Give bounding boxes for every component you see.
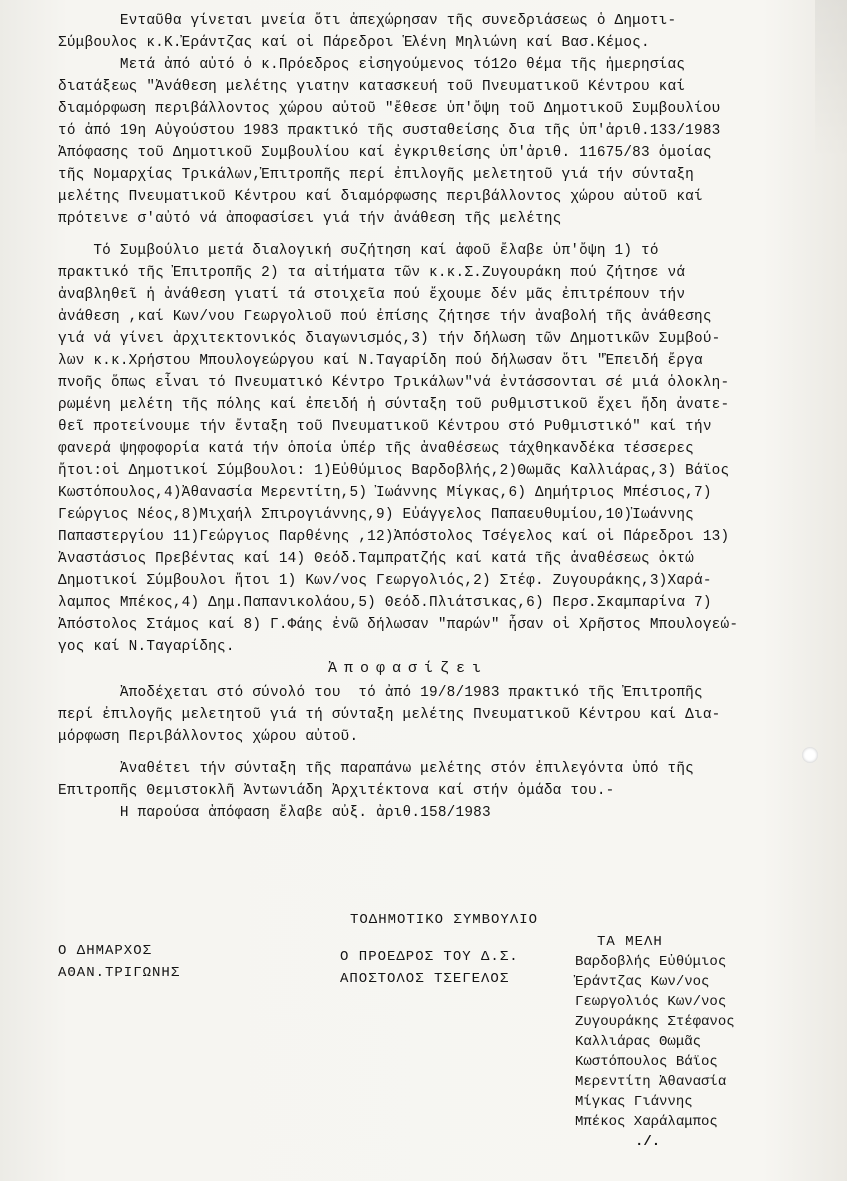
text-line: μόρφωση Περιβάλλοντος χώρου αὐτοῦ. (58, 728, 359, 745)
text-line: Η παρούσα ἀπόφαση ἔλαβε αὐξ. ἀριθ.158/1983 (58, 804, 491, 821)
text-line: μελέτης Πνευματικοῦ Κέντρου καί διαμόρφωσης περιβάλλοντος χώρου αὐτοῦ καί (58, 188, 703, 205)
text-line: ἤτοι:οἱ Δημοτικοί Σύμβουλοι: 1)Εὐθύμιος Βαρδοβλής,2)Θωμᾶς Καλλιάρας,3) Βάϊος (58, 462, 730, 479)
paragraph-intro (58, 10, 818, 230)
member-name: Γεωργολιός Κων/νος (575, 994, 727, 1010)
text-line: θεῖ προτείνουμε τήν ἔνταξη τοῦ Πνευματικοῦ Κέντρου στό Ρυθμιστικό" καί τήν (58, 418, 712, 435)
president-title: Ο ΠΡΟΕΔΡΟΣ ΤΟΥ Δ.Σ. (340, 949, 519, 965)
text-line: Ἀναστάσιος Πρεβέντας καί 14) Θεόδ.Ταμπρατζής καί κατά τῆς ἀναθέσεως ὀκτώ (58, 550, 695, 567)
text-line: λων κ.κ.Χρήστου Μπουλογεώργου καί Ν.Ταγαρίδη πού δήλωσαν ὅτι "Ἐπειδή ἔργα (58, 352, 703, 369)
end-mark: ./. (635, 1134, 661, 1150)
council-heading: ΤΟΔΗΜΟΤΙΚΟ ΣΥΜΒΟΥΛΙΟ (350, 912, 539, 928)
president-name: ΑΠΟΣΤΟΛΟΣ ΤΣΕΓΕΛΟΣ (340, 971, 510, 987)
text-line: γιά νά γίνει ἀρχιτεκτονικός διαγωνισμός,3) τήν δήλωση τῶν Δημοτικῶν Συμβού- (58, 330, 721, 347)
text-line: διατάξεως "Ἀνάθεση μελέτης γιατην κατασκευή τοῦ Πνευματικοῦ Κέντρου καί (58, 78, 686, 95)
text-line: πνοῆς ὅπως εἶναι τό Πνευματικό Κέντρο Τρικάλων"νά ἐντάσσονται σέ μιά ὁλοκλη- (58, 374, 730, 391)
member-name: Μίγκας Γιάννης (575, 1094, 693, 1110)
member-name: Ἐράντζας Κων/νος (575, 974, 710, 990)
text-line: Ἀναθέτει τήν σύνταξη τῆς παραπάνω μελέτης στόν ἐπιλεγόντα ὑπό τῆς (58, 760, 695, 777)
member-name: Καλλιάρας Θωμᾶς (575, 1034, 702, 1050)
text-line: διαμόρφωση περιβάλλοντος χώρου αὐτοῦ "ἔθεσε ὑπ'ὄψη τοῦ Δημοτικοῦ Συμβουλίου (58, 100, 721, 117)
member-name: Μερεντίτη Ἀθανασία (575, 1074, 727, 1090)
text-line: Κωστόπουλος,4)Ἀθανασία Μερεντίτη,5) Ἰωάννης Μίγκας,6) Δημήτριος Μπέσιος,7) (58, 484, 712, 501)
page-edge-shadow (815, 0, 847, 160)
document-body (58, 10, 818, 824)
members-signature-block (575, 932, 735, 1152)
text-line: Μετά ἀπό αὐτό ὁ κ.Πρόεδρος εἰσηγούμενος τό12ο θέμα τῆς ἡμερησίας (58, 56, 686, 73)
paragraph-discussion (58, 240, 818, 658)
member-name: Ζυγουράκης Στέφανος (575, 1014, 735, 1030)
text-line: ἀναβληθεῖ ἡ ἀνάθεση γιατί τά στοιχεῖα πού ἔχουμε δέν μᾶς ἐπιτρέπουν τήν (58, 286, 686, 303)
text-line: Ἀπόστολος Στάμος καί 8) Γ.Φάης ἐνῶ δήλωσαν "παρών" ἦσαν οἱ Χρῆστος Μπουλογεώ- (58, 616, 739, 633)
text-line: περί ἐπιλογῆς μελετητοῦ γιά τή σύνταξη μελέτης Πνευματικοῦ Κέντρου καί Δια- (58, 706, 721, 723)
text-line: Ἀπόφασης τοῦ Δημοτικοῦ Συμβουλίου καί ἐγκριθείσης ὑπ'ἀριθ. 11675/83 ὁμοίας (58, 144, 712, 161)
text-line: τῆς Νομαρχίας Τρικάλων,Ἐπιτροπῆς περί ἐπιλογῆς μελετητοῦ γιά τήν σύνταξη (58, 166, 695, 183)
member-name: Βαρδοβλής Εὐθύμιος (575, 954, 727, 970)
text-line: τό ἀπό 19η Αὐγούστου 1983 πρακτικό τῆς συσταθείσης δια τῆς ὑπ'ἀριθ.133/1983 (58, 122, 721, 139)
text-line: Ενταῦθα γίνεται μνεία ὅτι ἀπεχώρησαν τῆς συνεδριάσεως ὁ Δημοτι- (58, 12, 677, 29)
text-line: ρωμένη μελέτη τῆς πόλης καί ἐπειδή ἡ σύνταξη τοῦ ρυθμιστικοῦ ἔχει ἤδη ἀνατε- (58, 396, 730, 413)
text-line: φανερά ψηφοφορία κατά τήν ὁποία ὑπέρ τῆς ἀναθέσεως τάχθηκανδέκα τέσσερες (58, 440, 695, 457)
mayor-name: ΑΘΑΝ.ΤΡΙΓΩΝΗΣ (58, 965, 181, 981)
text-line: Ἐπιτροπῆς Θεμιστοκλῆ Ἀντωνιάδη Ἀρχιτέκτονα καί στήν ὁμάδα του.- (58, 782, 615, 799)
text-line: πρότεινε σ'αὐτό νά ἀποφασίσει γιά τήν ἀνάθεση τῆς μελέτης (58, 210, 562, 227)
text-line: Δημοτικοί Σύμβουλοι ἤτοι 1) Κων/νος Γεωργολιός,2) Στέφ. Ζυγουράκης,3)Χαρά- (58, 572, 712, 589)
mayor-signature-block (58, 940, 180, 984)
paragraph-decision-accept (58, 682, 818, 748)
text-line: γος καί Ν.Ταγαρίδης. (58, 638, 235, 655)
members-title: ΤΑ ΜΕΛΗ (597, 934, 663, 950)
text-line: Ἀποδέχεται στό σύνολό του τό ἀπό 19/8/1983 πρακτικό τῆς Ἐπιτροπῆς (58, 684, 703, 701)
text-line: Σύμβουλος κ.Κ.Ἐράντζας καί οἱ Πάρεδροι Ἑλένη Μηλιώνη καί Βασ.Κέμος. (58, 34, 650, 51)
text-line: λαμπος Μπέκος,4) Δημ.Παπανικολάου,5) Θεόδ.Πλιάτσικας,6) Περσ.Σκαμπαρίνα 7) (58, 594, 712, 611)
member-name: Μπέκος Χαράλαμπος (575, 1114, 718, 1130)
decision-heading: Ἀποφασίζει (327, 660, 488, 677)
text-line: Γεώργιος Νέος,8)Μιχαήλ Σπιρογιάννης,9) Εὐάγγελος Παπαευθυμίου,10)Ἰωάννης (58, 506, 695, 523)
president-signature-block (340, 946, 519, 990)
text-line: Τό Συμβούλιο μετά διαλογική συζήτηση καί ἀφοῦ ἔλαβε ὑπ'ὄψη 1) τό (58, 242, 659, 259)
member-name: Κωστόπουλος Βάϊος (575, 1054, 718, 1070)
text-line: πρακτικό τῆς Ἐπιτροπῆς 2) τα αἰτήματα τῶν κ.κ.Σ.Ζυγουράκη πού ζήτησε νά (58, 264, 686, 281)
text-line: Παπαστεργίου 11)Γεώργιος Παρθένης ,12)Ἀπόστολος Τσέγελος καί οἱ Πάρεδροι 13) (58, 528, 730, 545)
text-line: ἀνάθεση ,καί Κων/νου Γεωργολιοῦ πού ἐπίσης ζήτησε τήν ἀναβολή τῆς ἀνάθεσης (58, 308, 712, 325)
paragraph-decision-assign (58, 758, 818, 824)
mayor-title: Ο ΔΗΜΑΡΧΟΣ (58, 943, 153, 959)
